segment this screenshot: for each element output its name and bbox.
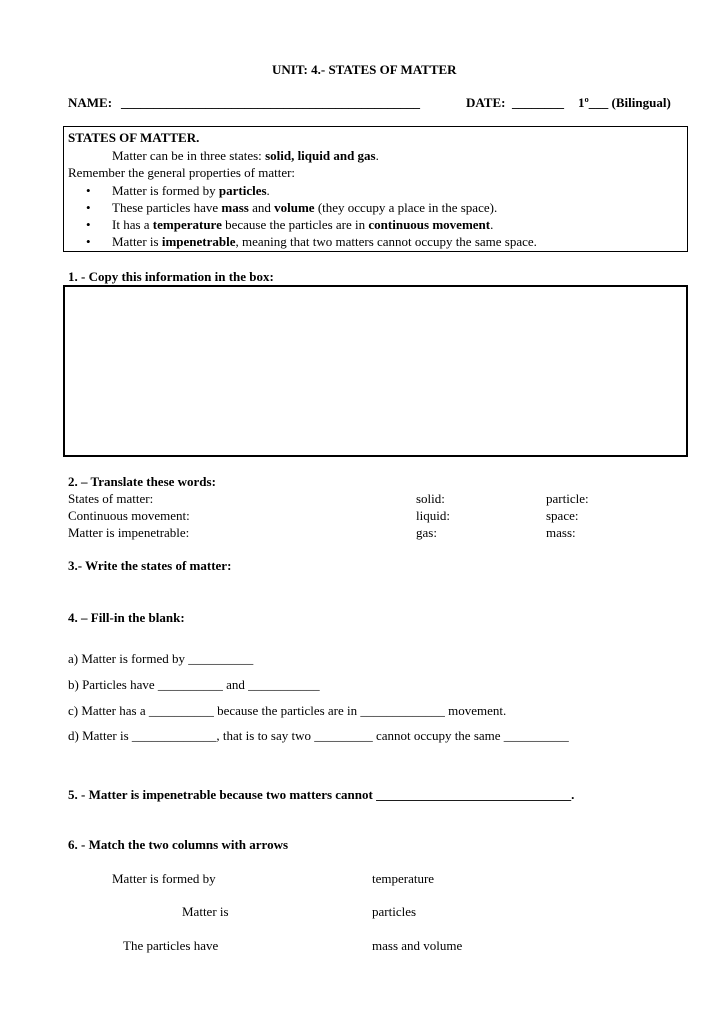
info-heading: STATES OF MATTER. (68, 130, 200, 145)
q2-title: 2. – Translate these words: (68, 474, 216, 489)
info-line-remember: Remember the general properties of matter: (68, 165, 296, 180)
q5-title[interactable]: 5. - Matter is impenetrable because two matters cannot ______________________________. (68, 787, 575, 802)
fill-line-c[interactable]: c) Matter has a __________ because the particles are in _____________ movement. (68, 703, 507, 718)
match-right-item[interactable]: temperature (372, 871, 435, 886)
name-label: NAME: (68, 95, 113, 110)
match-right-item[interactable]: particles (372, 904, 417, 919)
date-label: DATE: (466, 95, 506, 110)
fill-line-d[interactable]: d) Matter is _____________, that is to say two _________ cannot occupy the same __________ (68, 728, 569, 743)
translate-item: gas: (416, 525, 437, 540)
bullet-icon: • (86, 200, 91, 215)
info-box: STATES OF MATTER. Matter can be in three states: solid, liquid and gas. Remember the general properties of matter: • Matter is formed by particles. • These particles have mass and volume (they occupy a place in the space). • It has a temperature because the particles are in continuous movement. • Matter is impenetrable, meaning that two matters cannot occupy the same space. (63, 126, 688, 252)
translate-item: particle: (546, 491, 589, 506)
translate-item: States of matter: (68, 491, 154, 506)
date-blank[interactable]: ________ (512, 95, 564, 110)
copy-box[interactable] (63, 285, 688, 457)
translate-item: liquid: (416, 508, 450, 523)
q1-title: 1. - Copy this information in the box: (68, 269, 274, 284)
bullet-icon: • (86, 234, 91, 249)
page-title: UNIT: 4.- STATES OF MATTER (272, 62, 457, 77)
info-line-states: Matter can be in three states: solid, liquid and gas. (112, 148, 379, 163)
match-left-item[interactable]: Matter is (182, 904, 229, 919)
fill-line-a[interactable]: a) Matter is formed by __________ (68, 651, 254, 666)
class-field: 1º___ (Bilingual) (578, 95, 671, 110)
translate-item: Matter is impenetrable: (68, 525, 190, 540)
match-left-item[interactable]: Matter is formed by (112, 871, 216, 886)
fill-line-b[interactable]: b) Particles have __________ and ___________ (68, 677, 320, 692)
translate-item: mass: (546, 525, 576, 540)
q6-title: 6. - Match the two columns with arrows (68, 837, 289, 852)
match-right-item[interactable]: mass and volume (372, 938, 463, 953)
translate-item: space: (546, 508, 579, 523)
bullet-icon: • (86, 183, 91, 198)
match-left-item[interactable]: The particles have (123, 938, 219, 953)
q4-title: 4. – Fill-in the blank: (68, 610, 185, 625)
q3-title: 3.- Write the states of matter: (68, 558, 232, 573)
name-blank[interactable]: ______________________________________________ (121, 95, 420, 110)
bullet-icon: • (86, 217, 91, 232)
translate-item: Continuous movement: (68, 508, 190, 523)
translate-item: solid: (416, 491, 445, 506)
